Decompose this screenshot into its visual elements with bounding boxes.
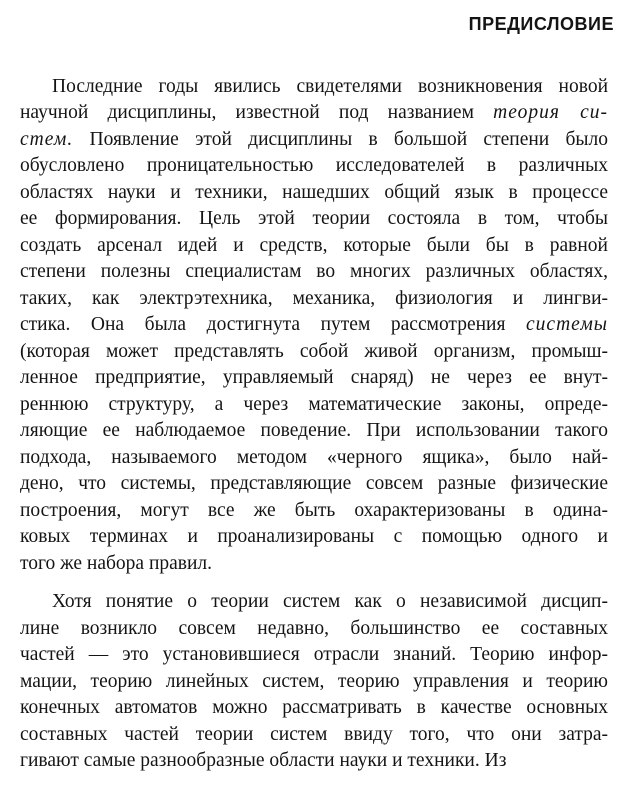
text-segment: стика. Она была достигнута путем рассмотрения [20, 314, 527, 335]
text-segment: того же набора правил. [20, 553, 213, 574]
text-line [20, 339, 608, 365]
text-segment: составных частей теории систем ввиду того, что они затра- [20, 724, 608, 745]
text-segment: областях науки и техники, нашедших общий язык в процессе [20, 182, 608, 203]
text-line [52, 589, 608, 615]
text-segment: таких, как электрэтехника, механика, физиология и лингви- [20, 288, 608, 309]
text-line [20, 551, 608, 577]
italic-term: стем. [20, 129, 74, 150]
text-segment: степени полезны специалистам во многих различных областях, [20, 261, 608, 282]
text-segment: мации, теорию линейных систем, теорию управления и теорию [20, 671, 608, 692]
text-line [20, 748, 608, 774]
text-line [20, 616, 608, 642]
page-heading: ПРЕДИСЛОВИЕ [468, 14, 614, 34]
text-segment: дено, что системы, представляющие совсем разные физические [20, 473, 608, 494]
text-line [20, 100, 608, 126]
text-segment: лине возникло совсем недавно, большинство ее составных [20, 618, 608, 639]
text-line [20, 286, 608, 312]
text-line [52, 74, 608, 100]
text-segment: подхода, называемого методом «черного ящика», было най- [20, 447, 608, 468]
text-segment: (которая может представлять собой живой организм, промыш- [20, 341, 608, 362]
text-line [20, 471, 608, 497]
text-segment: ее формирования. Цель этой теории состояла в том, чтобы [20, 208, 608, 229]
text-line [20, 127, 608, 153]
text-line [20, 669, 608, 695]
text-segment: конечных автоматов можно рассматривать в качестве основных [20, 697, 608, 718]
text-segment: ковых терминах и проанализированы с помощью одного и [20, 526, 608, 547]
text-segment: Хотя понятие о теории систем как о независимой дисцип- [52, 591, 608, 612]
text-line [20, 153, 608, 179]
text-line [20, 259, 608, 285]
text-segment: Последние годы явились свидетелями возникновения новой [52, 76, 608, 97]
text-segment: создать арсенал идей и средств, которые были бы в равной [20, 235, 608, 256]
italic-term: системы [526, 314, 608, 335]
text-segment: научной дисциплины, известной под названием [20, 102, 494, 123]
text-line [20, 445, 608, 471]
text-segment: реннюю структуру, а через математические законы, опреде- [20, 394, 608, 415]
text-line [20, 312, 608, 338]
text-segment: гивают самые разнообразные области науки и техники. Из [20, 750, 507, 771]
text-segment: частей — это установившиеся отрасли знаний. Теорию инфор- [20, 644, 608, 665]
italic-term: теория си- [493, 102, 608, 123]
text-line [20, 233, 608, 259]
text-line [20, 524, 608, 550]
text-segment: ленное предприятие, управляемый снаряд) не через ее внут- [20, 367, 608, 388]
text-segment: Появление этой дисциплины в большой степени было [73, 129, 608, 150]
text-line [20, 642, 608, 668]
text-line [20, 722, 608, 748]
text-line [20, 365, 608, 391]
text-line [20, 180, 608, 206]
text-line [20, 418, 608, 444]
text-line [20, 695, 608, 721]
text-line [20, 206, 608, 232]
text-segment: обусловлено проницательностью исследователей в различных [20, 155, 608, 176]
text-segment: ляющие ее наблюдаемое поведение. При использовании такого [20, 420, 608, 441]
text-line [20, 392, 608, 418]
text-line [20, 498, 608, 524]
text-segment: построения, могут все же быть охарактеризованы в одина- [20, 500, 608, 521]
